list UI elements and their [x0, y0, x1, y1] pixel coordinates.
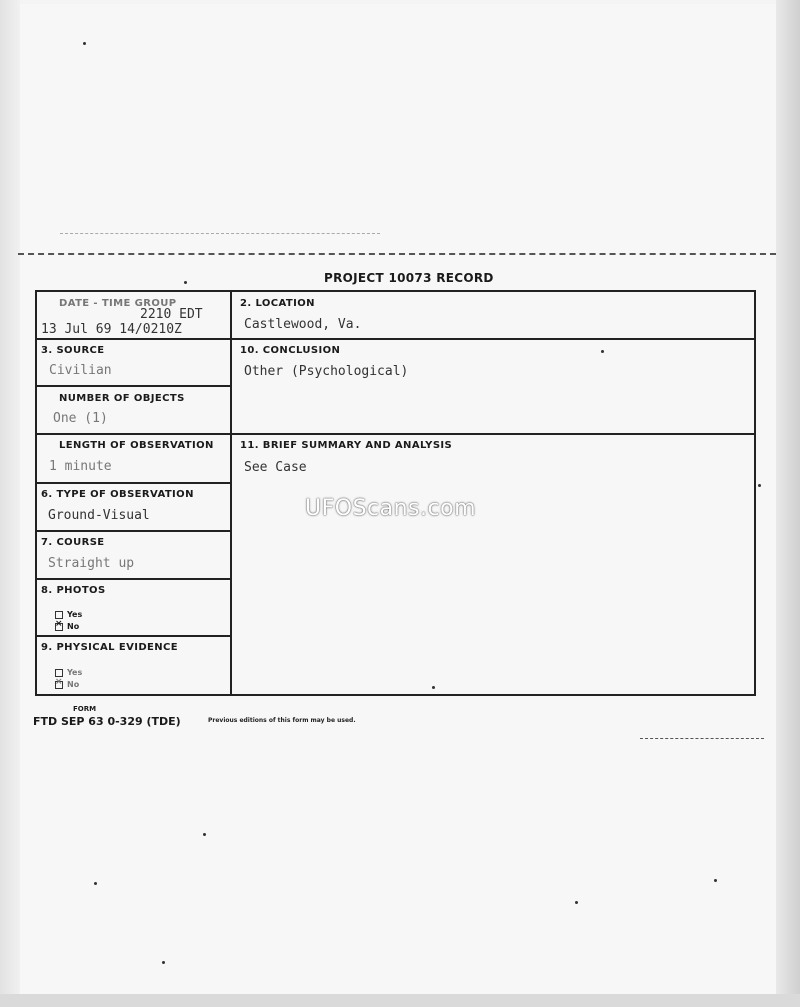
record-form — [35, 290, 756, 696]
scan-speck — [203, 833, 206, 836]
conclusion-label: 10. CONCLUSION — [240, 345, 341, 356]
summary-label: 11. BRIEF SUMMARY AND ANALYSIS — [240, 440, 453, 451]
date-time-group-time: 2210 EDT — [140, 307, 203, 322]
course-label: 7. COURSE — [41, 537, 105, 548]
photos-yes-checkbox — [55, 611, 63, 619]
date-time-group-label: DATE - TIME GROUP — [59, 298, 177, 309]
scan-left-edge — [0, 0, 20, 1007]
scan-bottom-edge — [0, 994, 800, 1007]
photos-no-checkbox — [55, 623, 63, 631]
source-value: Civilian — [49, 363, 112, 378]
row-divider-course — [37, 578, 230, 580]
footer-note: Previous editions of this form may be used. — [208, 717, 356, 724]
conclusion-value: Other (Psychological) — [244, 364, 409, 379]
row-divider-length — [37, 482, 230, 484]
row-divider-type — [37, 530, 230, 532]
scan-speck — [94, 882, 97, 885]
date-time-group-date: 13 Jul 69 14/0210Z — [41, 322, 182, 337]
evidence-yes-label: Yes — [67, 668, 83, 677]
scan-speck — [83, 42, 86, 45]
photos-label: 8. PHOTOS — [41, 585, 106, 596]
photos-no-option — [55, 622, 79, 631]
source-label: 3. SOURCE — [41, 345, 105, 356]
scan-speck — [758, 484, 761, 487]
scan-speck — [162, 961, 165, 964]
footer-form-number: FTD SEP 63 0-329 (TDE) — [33, 715, 181, 728]
row-divider-conclusion — [230, 433, 754, 435]
type-of-observation-value: Ground-Visual — [48, 508, 150, 523]
row-divider-source — [37, 385, 230, 387]
location-label: 2. LOCATION — [240, 298, 315, 309]
evidence-no-checkbox — [55, 681, 63, 689]
row-divider-location — [230, 338, 754, 340]
scan-speck — [601, 350, 604, 353]
scan-dash-line-top — [18, 253, 776, 255]
summary-value: See Case — [244, 460, 307, 475]
row-divider-photos — [37, 635, 230, 637]
scan-dash-line-bottom — [640, 738, 764, 739]
evidence-yes-checkbox — [55, 669, 63, 677]
row-divider-objects — [37, 433, 230, 435]
form-title: PROJECT 10073 RECORD — [324, 271, 494, 285]
length-of-observation-label: LENGTH OF OBSERVATION — [59, 440, 214, 451]
location-value: Castlewood, Va. — [244, 317, 362, 332]
photos-no-label: No — [67, 622, 80, 631]
scan-dash-line-faint — [60, 233, 380, 234]
footer-form-word: FORM — [73, 705, 97, 713]
scan-speck — [432, 686, 435, 689]
scan-speck — [714, 879, 717, 882]
scan-speck — [184, 281, 187, 284]
row-divider-date — [37, 338, 230, 340]
number-of-objects-label: NUMBER OF OBJECTS — [59, 393, 185, 404]
course-value: Straight up — [48, 556, 135, 571]
length-of-observation-value: 1 minute — [49, 459, 112, 474]
watermark: UFOScans.com — [305, 496, 476, 521]
number-of-objects-value: One (1) — [53, 411, 108, 426]
scan-speck — [575, 901, 578, 904]
physical-evidence-label: 9. PHYSICAL EVIDENCE — [41, 642, 178, 653]
evidence-no-option — [55, 680, 79, 689]
evidence-no-label: No — [67, 680, 80, 689]
type-of-observation-label: 6. TYPE OF OBSERVATION — [41, 489, 194, 500]
scan-right-edge — [776, 0, 800, 1007]
photos-yes-label: Yes — [67, 610, 83, 619]
column-divider — [230, 292, 232, 694]
